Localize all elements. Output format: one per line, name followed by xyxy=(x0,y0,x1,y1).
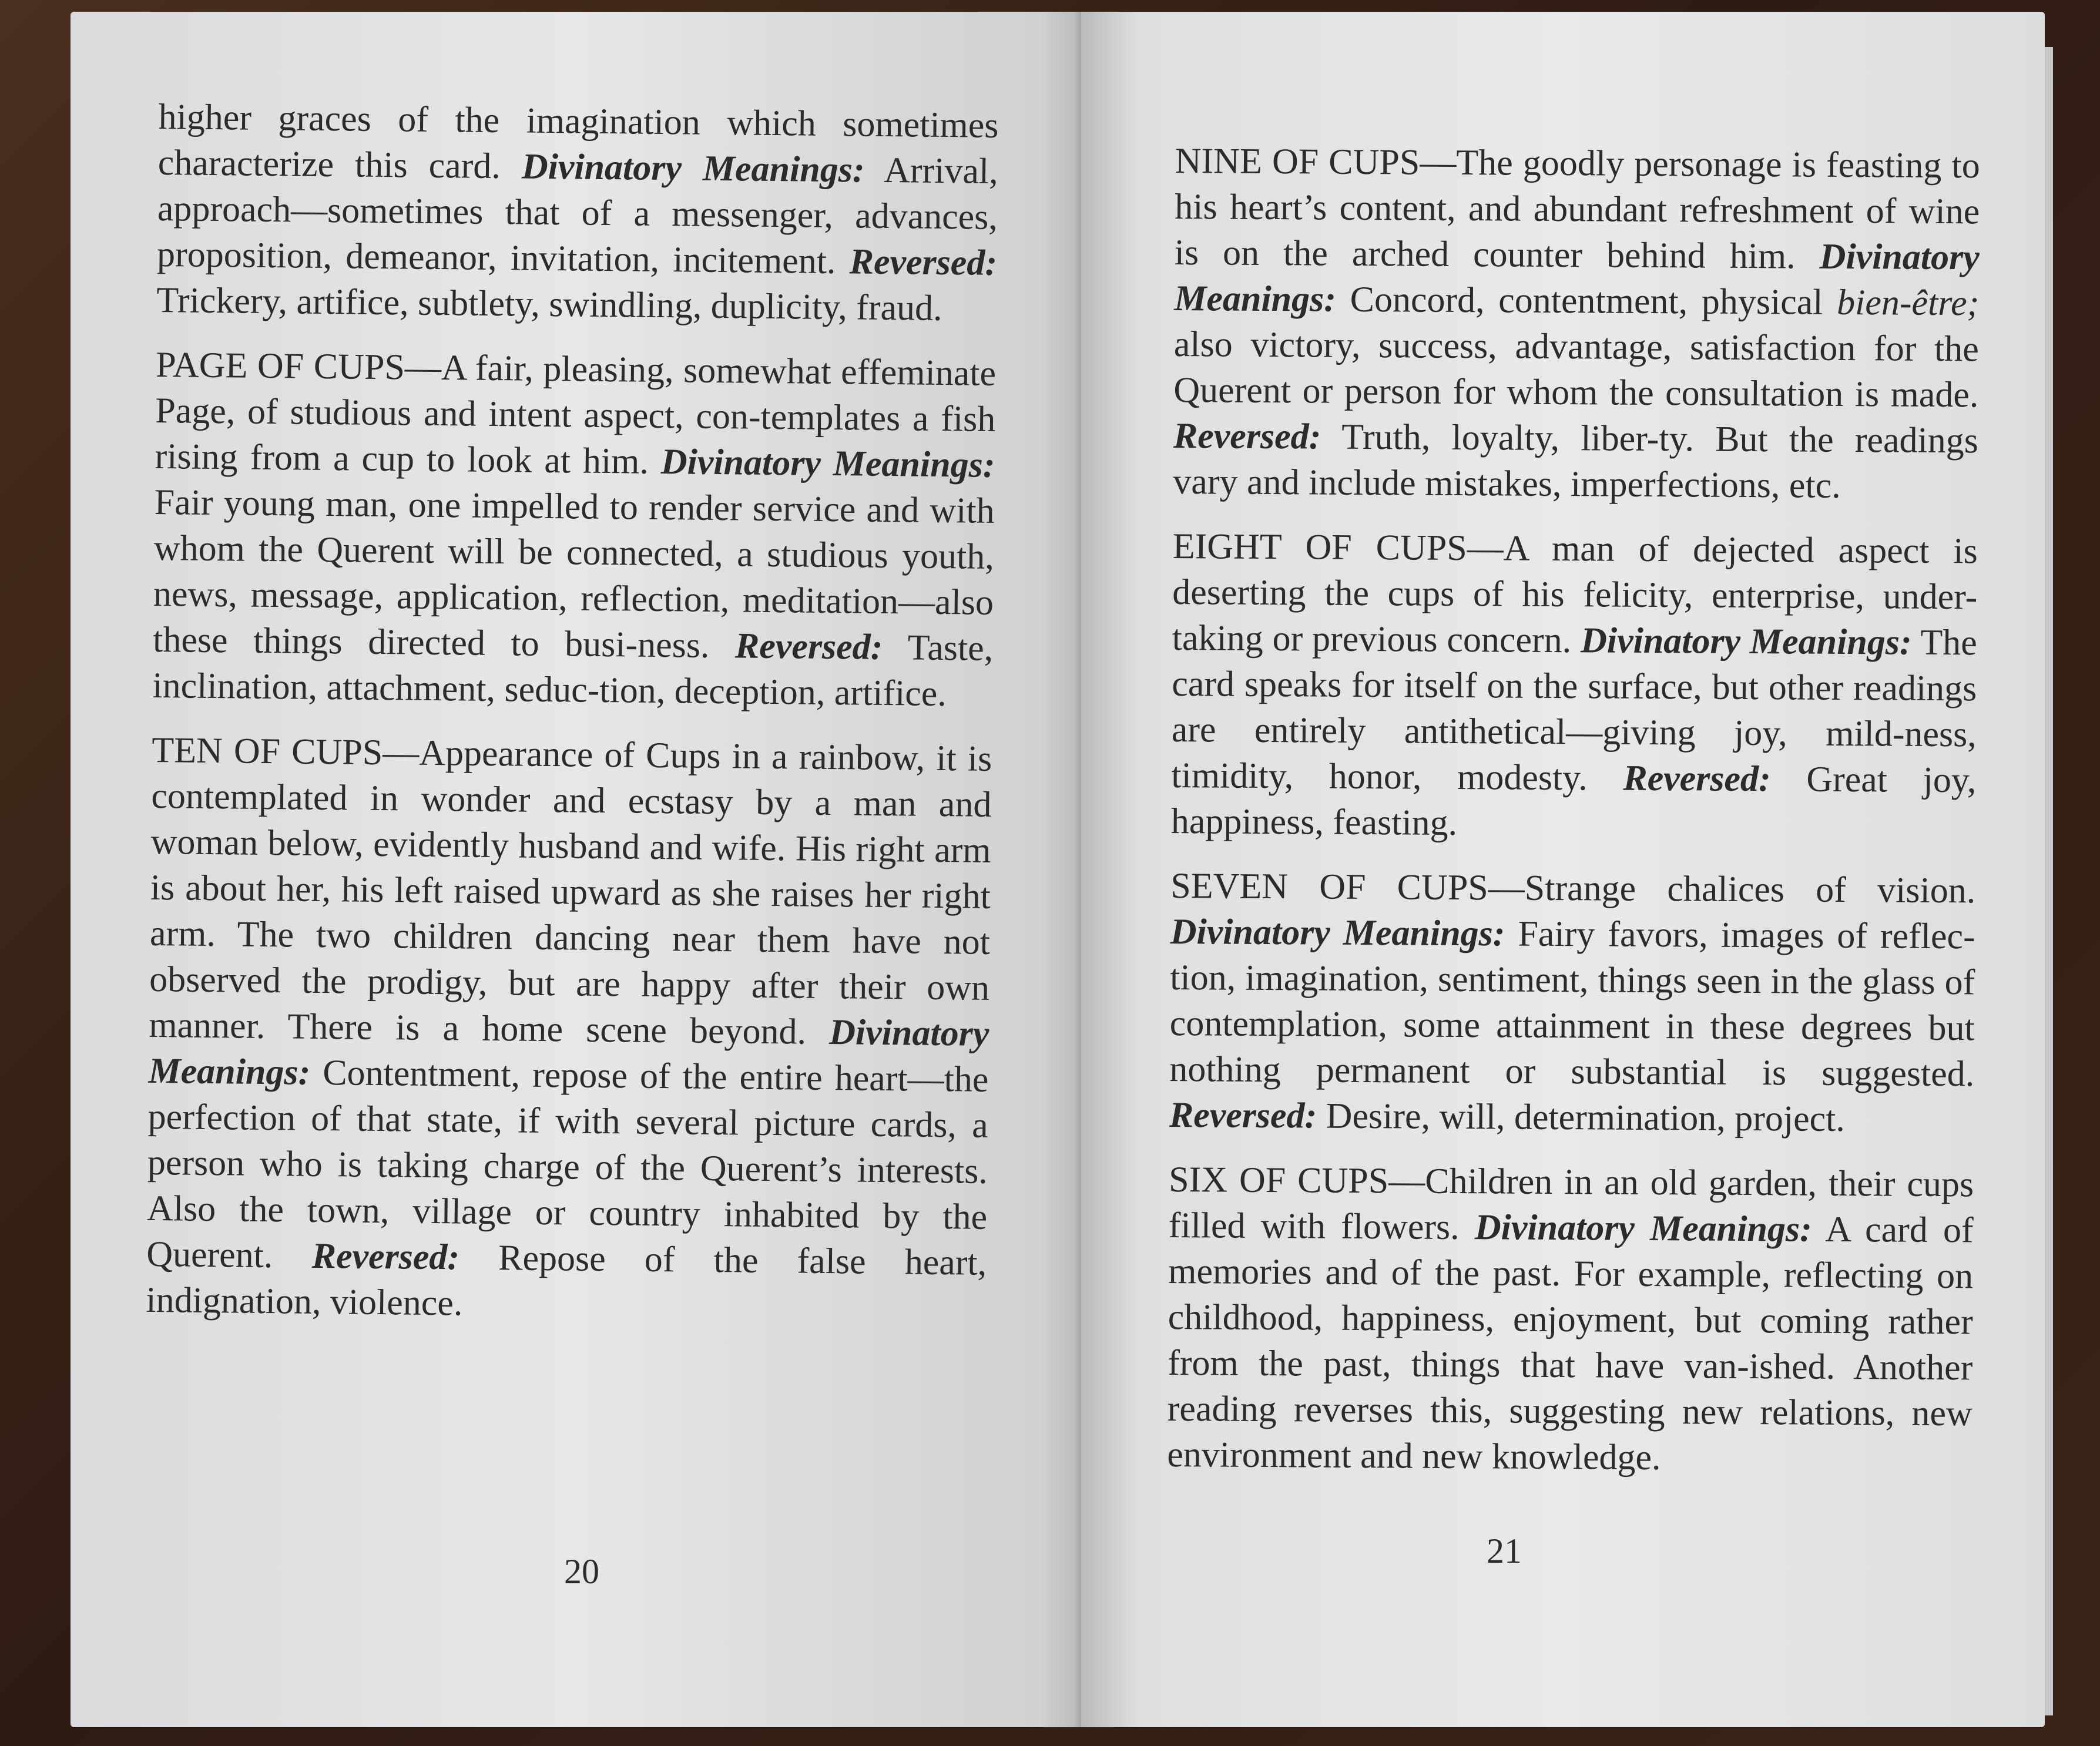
card-entry xyxy=(1171,523,1978,849)
body-text: higher graces of the imagination which sometimes characterize this card. xyxy=(157,96,999,187)
body-text: Fair young man, one impelled to render service and with whom the Querent will be connected, a studious youth, news, message, application, reflection, meditation—also these things directed to busi-ness. xyxy=(152,482,995,666)
body-text: Arrival, approach—sometimes that of a messenger, advances, proposition, demeanor, invitation, incitement. xyxy=(156,150,999,282)
body-text: Great joy, happiness, feasting. xyxy=(1170,759,1977,843)
page-number-right: 21 xyxy=(1487,1532,1522,1570)
card-heading: SIX OF CUPS xyxy=(1168,1159,1389,1201)
body-text: The card speaks for itself on the surface, but other readings are entirely antithetical—giving joy, mild-ness, timidity, honor, modesty. xyxy=(1171,622,1977,798)
label-text: Reversed: xyxy=(734,626,883,667)
card-heading: NINE OF CUPS xyxy=(1175,140,1420,183)
body-text: Desire, will, determination, project. xyxy=(1316,1096,1846,1139)
left-page-text xyxy=(146,94,999,1351)
body-text: —The goodly personage is feasting to his heart’s content, and abundant refreshment of wine is on the arched counter behind him. xyxy=(1174,142,1980,277)
card-heading: PAGE OF CUPS xyxy=(155,344,405,388)
label-text: Reversed: xyxy=(311,1235,460,1278)
body-text: —A man of dejected aspect is deserting the cups of his felicity, enterprise, under-taking or previous concern. xyxy=(1172,528,1978,661)
body-text: Taste, inclination, attachment, seduc-tion, deception, artifice. xyxy=(152,627,994,714)
label-text: Divinatory Meanings: xyxy=(521,146,865,190)
card-entry xyxy=(1169,863,1976,1143)
label-text: Divinatory Meanings: xyxy=(1580,620,1912,663)
booklet-spread xyxy=(71,12,2045,1727)
right-page-text xyxy=(1167,138,1980,1501)
body-text: Contentment, repose of the entire heart—the perfection of that state, if with several picture cards, a person who is taking charge of the Querent’s interests. Also the town, village or country inhabited by the Querent. xyxy=(146,1052,989,1276)
label-text: Divinatory Meanings: xyxy=(148,1012,989,1093)
label-text: Reversed: xyxy=(849,241,998,283)
italic-text: bien-être; xyxy=(1836,282,1980,324)
label-text: Divinatory Meanings: xyxy=(1474,1207,1812,1250)
card-heading: SEVEN OF CUPS xyxy=(1170,865,1488,908)
body-text: Trickery, artifice, subtlety, swindling, duplicity, fraud. xyxy=(156,280,942,328)
label-text: Divinatory Meanings: xyxy=(660,441,995,485)
body-text: Repose of the false heart, indignation, violence. xyxy=(146,1237,987,1324)
label-text: Divinatory Meanings: xyxy=(1174,236,1980,320)
body-text: —Appearance of Cups in a rainbow, it is contemplated in wonder and ecstasy by a man and woman below, evidently husband and wife. His right arm is about her, his left raised upward as she raises her right arm. The two children dancing near them have not observed the prodigy, but are happy after their own manner. There is a home scene beyond. xyxy=(149,733,992,1053)
page-number-left: 20 xyxy=(564,1552,599,1591)
card-heading: TEN OF CUPS xyxy=(151,730,383,773)
card-heading: EIGHT OF CUPS xyxy=(1172,526,1467,569)
body-text: also victory, success, advantage, satisfaction for the Querent or person for whom the consultation is made. xyxy=(1173,324,1980,415)
label-text: Reversed: xyxy=(1169,1094,1317,1136)
body-text: A card of memories and of the past. For example, reflecting on childhood, happiness, enjoyment, but coming rather from the past, things that have van-ished. Another reading reverses this, suggesting new relations, new environment and new knowledge. xyxy=(1167,1209,1974,1478)
left-page xyxy=(71,12,1081,1727)
continued-paragraph xyxy=(156,94,999,332)
card-entry xyxy=(1173,138,1980,509)
page-edge xyxy=(2045,47,2053,1715)
body-text: —Children in an old garden, their cups filled with flowers. xyxy=(1168,1161,1974,1248)
body-text: —A fair, pleasing, somewhat effeminate Page, of studious and intent aspect, con-templates a fish rising from a cup to look at him. xyxy=(155,347,997,482)
body-text: Fairy favors, images of reflec-tion, imagination, sentiment, things seen in the glass of contemplation, some attainment in these degrees but nothing permanent or substantial is suggested. xyxy=(1169,914,1975,1094)
body-text: Truth, loyalty, liber-ty. But the readings vary and include mistakes, imperfections, etc. xyxy=(1173,417,1979,506)
card-entry xyxy=(1167,1157,1974,1482)
body-text: —Strange chalices of vision. xyxy=(1488,868,1976,911)
card-entry xyxy=(146,727,992,1332)
label-text: Reversed: xyxy=(1623,758,1771,800)
card-entry xyxy=(152,342,996,717)
label-text: Reversed: xyxy=(1173,415,1321,457)
right-page xyxy=(1081,12,2045,1727)
label-text: Divinatory Meanings: xyxy=(1170,911,1505,954)
body-text: Concord, contentment, physical xyxy=(1336,279,1837,323)
